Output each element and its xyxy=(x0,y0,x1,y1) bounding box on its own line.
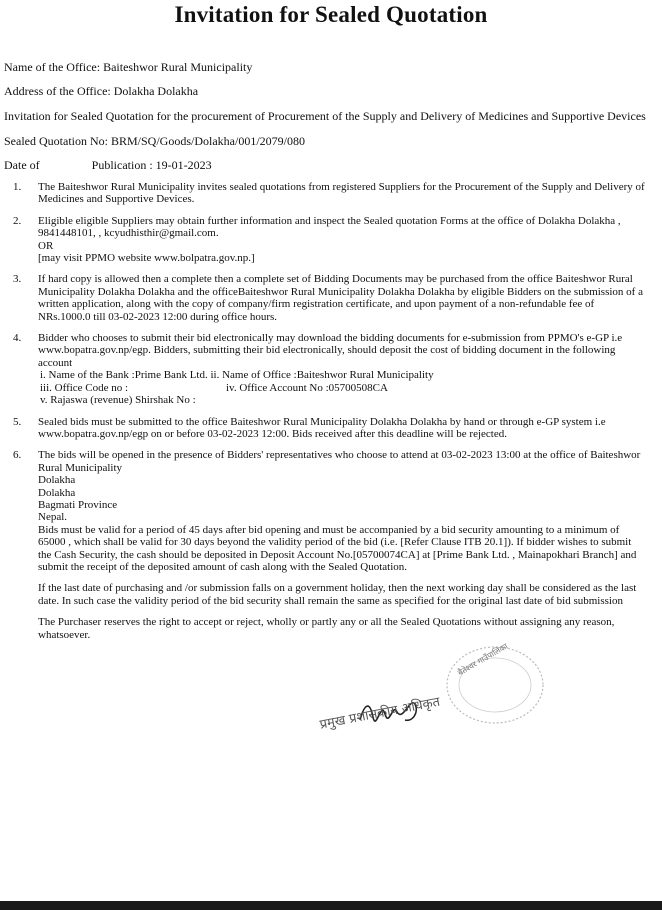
clause-text: The Purchaser reserves the right to accept or reject, wholly or partly any or all the Sealed Quotations without assigning any reason, whatsoever. xyxy=(38,616,615,641)
office-code: iii. Office Code no : xyxy=(40,381,129,394)
clause-number: 1. xyxy=(13,181,22,193)
clause-number: 6. xyxy=(13,449,22,462)
clause xyxy=(0,416,662,441)
clause xyxy=(0,273,662,323)
clause-text: Eligible eligible Suppliers may obtain further information and inspect the Sealed quotation Forms at the office of Dolakha Dolakha , 9841448101, , kcyudhisthir@gmail.com. xyxy=(38,214,621,240)
clause-number: 4. xyxy=(13,332,22,345)
clause-text: [may visit PPMO website www.bolpatra.gov.np.] xyxy=(38,252,255,265)
office-address: Address of the Office: Dolakha Dolakha xyxy=(4,84,199,98)
quotation-number: Sealed Quotation No: BRM/SQ/Goods/Dolakha/001/2079/080 xyxy=(4,134,305,148)
clause-number: 5. xyxy=(13,415,22,428)
clause xyxy=(0,332,662,406)
clause xyxy=(0,215,662,265)
clause xyxy=(0,449,662,573)
clauses-list xyxy=(0,181,662,650)
clause xyxy=(0,181,662,206)
clause-text: Dolakha xyxy=(38,474,76,487)
publication-value: Publication : 19-01-2023 xyxy=(91,158,212,172)
bank-office-name: ii. Name of Office :Baiteshwor Rural Municipality xyxy=(210,369,434,382)
date-label: Date of xyxy=(4,158,40,172)
clause-text: If the last date of purchasing and /or submission falls on a government holiday, then the next working day shall be considered as the last date. In such case the validity period of the bid security shall remain the same as specified for the original last date of bid submission xyxy=(38,582,637,607)
clause-text: Dolakha xyxy=(38,486,76,499)
clause-text: Bids must be valid for a period of 45 days after bid opening and must be accompanied by a bid security amounting to a minimum of 65000 , which shall be valid for 30 days beyond the validity period of the bid (i.e. [Refer Clause ITB 20.1]). If bidder wishes to submit the Cash Security, the cash should be deposited in Deposit Account No.[05700074CA] at [Prime Bank Ltd. , Mainapokhari Branch] and submit the receipt of the deposited amount of cash along with the Sealed Quotation. xyxy=(38,523,637,573)
clause-text: The Baiteshwor Rural Municipality invites sealed quotations from registered Suppliers for the Procurement of the Supply and Delivery of Medicines and Supportive Devices. xyxy=(38,181,645,206)
clause-text: Bagmati Province xyxy=(38,498,118,511)
clause-text: OR xyxy=(38,239,54,252)
seal-text: बैतेश्वर गाउँपालिका xyxy=(456,641,510,678)
clause-text: The bids will be opened in the presence of Bidders' representatives who choose to attend at 03-02-2023 13:00 at the office of Baiteshwor Rural Municipality xyxy=(38,449,641,474)
bank-details xyxy=(40,369,646,406)
bank-name: i. Name of the Bank :Prime Bank Ltd. xyxy=(40,369,208,382)
clause-text: Nepal. xyxy=(38,511,68,524)
office-name: Name of the Office: Baiteshwor Rural Municipality xyxy=(4,60,253,74)
clause-text: Sealed bids must be submitted to the office Baiteshwor Rural Municipality Dolakha Dolakha by hand or through e-GP system i.e www.bopatra.gov.np/egp on or before 03-02-2023 12:00. Bids received after this deadline will be rejected. xyxy=(38,415,606,440)
officer-stamp: प्रमुख प्रशासकीय अधिकृत xyxy=(318,694,442,733)
document-title: Invitation for Sealed Quotation xyxy=(174,2,488,27)
publication-date xyxy=(4,158,212,173)
clause-number: 3. xyxy=(13,273,22,286)
clause xyxy=(0,616,662,641)
clause-text: Bidder who chooses to submit their bid electronically may download the bidding documents for e-submission from PPMO's e-GP i.e www.bopatra.gov.np/egp. Bidders, submitting their bid electronically, should deposit the cost of bidding document in the following account xyxy=(38,332,623,369)
clause-number: 2. xyxy=(13,214,22,227)
office-account-no: iv. Office Account No :05700508CA xyxy=(226,381,388,394)
clause-text: If hard copy is allowed then a complete then a complete set of Bidding Documents may be purchased from the office Baiteshwor Rural Municipality Dolakha Dolakha and the officeBaiteshwor Rural Municipality Dolakha Dolakha by eligible Bidders on the submission of a written application, along with the copy of company/firm registration certificate, and upon payment of a non-refundable fee of NRs.1000.0 till 03-02-2023 12:00 during office hours. xyxy=(38,273,643,323)
invitation-line: Invitation for Sealed Quotation for the procurement of Procurement of the Supply and Delivery of Medicines and Supportive Devices xyxy=(4,109,646,123)
revenue-heading: v. Rajaswa (revenue) Shirshak No : xyxy=(40,394,196,407)
scan-edge xyxy=(0,901,662,910)
clause xyxy=(0,582,662,607)
